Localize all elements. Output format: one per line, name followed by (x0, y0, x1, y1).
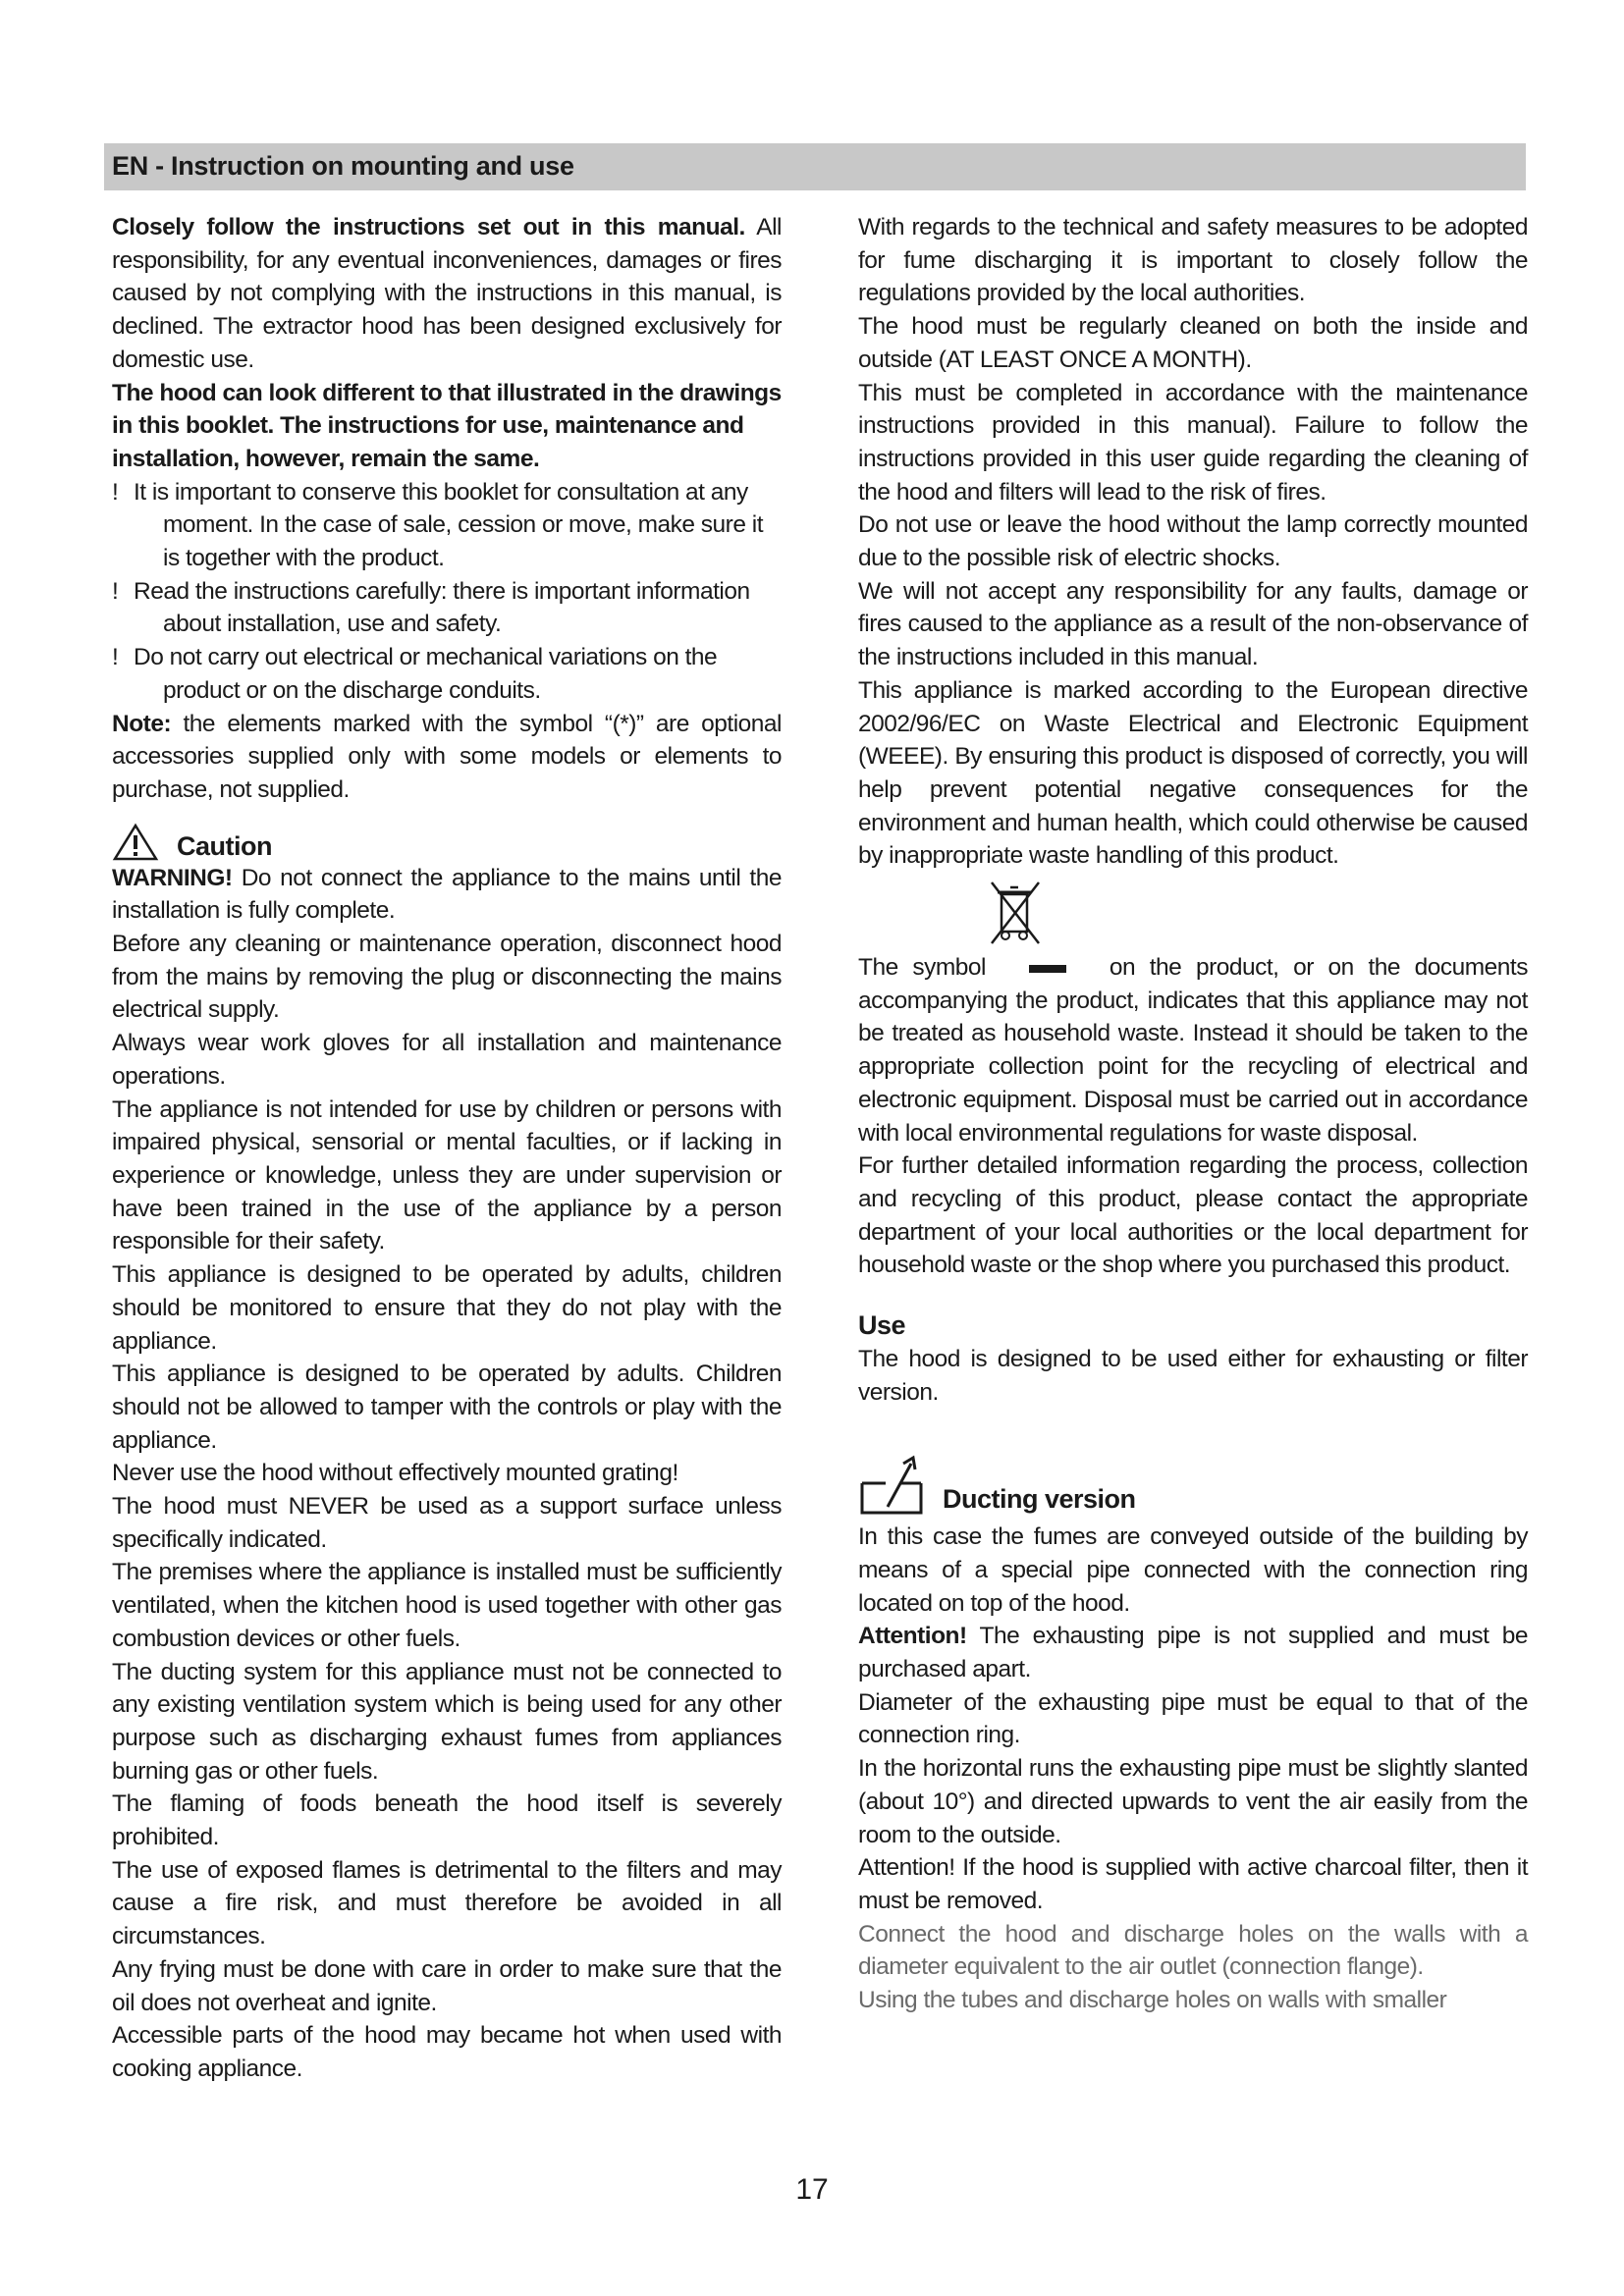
warning-paragraph: WARNING! Do not connect the appliance to the mains until the installation is fully complete. (112, 864, 782, 925)
note-label: Note: (112, 710, 172, 737)
intro-bold: Closely follow the instructions set out in this manual. (112, 214, 745, 240)
caution-paragraph: The use of exposed flames is detrimental to the filters and may cause a fire risk, and must therefore be avoided in all circumstances. (112, 1856, 782, 1950)
bullet-item: ! Do not carry out electrical or mechanical variations on the product or on the discharge conduits. (112, 644, 718, 704)
right-column (858, 211, 1528, 2017)
safety-paragraph: With regards to the technical and safety measures to be adopted for fume discharging it is important to closely follow the regulations provided by the local authorities. (858, 214, 1528, 307)
intro-paragraph (112, 211, 782, 377)
attention-paragraph: Attention! The exhausting pipe is not supplied and must be purchased apart. (858, 1623, 1528, 1683)
caution-paragraph: The flaming of foods beneath the hood itself is severely prohibited. (112, 1790, 782, 1851)
safety-paragraph: This must be completed in accordance with the maintenance instructions provided in this manual). Failure to follow the instructions provided in this user guide regarding the cleaning of the hood and filters will lead to the risk of fires. (858, 379, 1528, 506)
ducting-paragraph: Attention! If the hood is supplied with active charcoal filter, then it must be removed. (858, 1854, 1528, 1914)
section-header-bar (104, 143, 1526, 190)
weee-paragraph: This appliance is marked according to the European directive 2002/96/EC on Waste Electrical and Electronic Equipment (WEEE). By ensuring this product is disposed of correctly, you will help prevent potential negative consequences for the environment and human health, which could otherwise be caused by inappropriate waste handling of this product. (858, 676, 1528, 870)
gray-paragraph: Connect the hood and discharge holes on the walls with a diameter equivalent to the air outlet (connection flange). (858, 1920, 1528, 1981)
attention-label: Attention! (858, 1623, 967, 1650)
caution-heading (112, 827, 782, 862)
further-info-paragraph: For further detailed information regarding the process, collection and recycling of this product, please contact the appropriate department of your local authorities or the local department for household waste or the shop where you purchased this product. (858, 1152, 1528, 1279)
warning-triangle-icon (112, 823, 159, 862)
caution-paragraph: Accessible parts of the hood may became hot when used with cooking appliance. (112, 2022, 782, 2082)
page-number: 17 (795, 2173, 829, 2206)
warning-label: WARNING! (112, 864, 233, 891)
symbol-paragraph: The symbol on the product, or on the documents accompanying the product, indicates that this appliance may not be treated as household waste. Instead it should be taken to the appropriate collection point for the recycling of electrical and electronic equipment. Disposal must be carried out in accordance with local environmental regulations for waste disposal. (858, 954, 1528, 1147)
caution-paragraph: The hood must NEVER be used as a support surface unless specifically indicated. (112, 1493, 782, 1553)
ducting-title: Ducting version (943, 1484, 1136, 1515)
caution-paragraph: This appliance is designed to be operated by adults, children should be monitored to ensure that they do not play with the appliance. (112, 1261, 782, 1355)
ducting-house-icon (858, 1454, 925, 1517)
intro-rest: All responsibility, for any eventual inconveniences, damages or fires caused by not complying with the instructions in this manual, is declined. The extractor hood has been designed exclusively for domestic use. (112, 214, 782, 373)
note-paragraph: Note: the elements marked with the symbol “(*)” are optional accessories supplied only with some models or elements to purchase, not supplied. (112, 710, 782, 803)
caution-paragraph: Before any cleaning or maintenance operation, disconnect hood from the mains by removing the plug or disconnecting the mains electrical supply. (112, 931, 782, 1024)
safety-paragraph: Do not use or leave the hood without the lamp correctly mounted due to the possible risk of electric shocks. (858, 511, 1528, 572)
caution-paragraph: Always wear work gloves for all installation and maintenance operations. (112, 1030, 782, 1090)
notice-paragraph: The hood can look different to that illustrated in the drawings in this booklet. The instructions for use, maintenance and installation, however, remain the same. (112, 379, 782, 472)
gray-paragraph: Using the tubes and discharge holes on walls with smaller (858, 1987, 1447, 2014)
caution-paragraph: The premises where the appliance is installed must be sufficiently ventilated, when the kitchen hood is used together with other gas combustion devices or other fuels. (112, 1559, 782, 1652)
bullet-item: ! It is important to conserve this booklet for consultation at any moment. In the case of sale, cession or move, make sure it is together with the product. (112, 478, 764, 572)
caution-title: Caution (177, 830, 272, 861)
ducting-paragraph: In this case the fumes are conveyed outside of the building by means of a special pipe connected with the connection ring located on top of the hood. (858, 1523, 1528, 1617)
crossed-bin-icon (986, 879, 1045, 947)
left-column (112, 211, 782, 2086)
use-title: Use (858, 1310, 906, 1341)
ducting-paragraph: In the horizontal runs the exhausting pipe must be slightly slanted (about 10°) and directed upwards to vent the air easily from the room to the outside. (858, 1755, 1528, 1848)
caution-paragraph: Any frying must be done with care in order to make sure that the oil does not overheat and ignite. (112, 1955, 782, 2016)
weee-bin-figure (858, 873, 1528, 951)
caution-paragraph: The ducting system for this appliance must not be connected to any existing ventilation system which is being used for any other purpose such as discharging exhaust fumes from appliances burning gas or other fuels. (112, 1658, 782, 1785)
weee-bar-icon (1029, 965, 1066, 973)
use-paragraph: The hood is designed to be used either for exhausting or filter version. (858, 1345, 1528, 1406)
bullet-item: ! Read the instructions carefully: there is important information about installation, use and safety. (112, 577, 750, 638)
section-title: EN - Instruction on mounting and use (112, 151, 574, 181)
ducting-heading (858, 1462, 1528, 1521)
caution-paragraph: Never use the hood without effectively mounted grating! (112, 1460, 678, 1487)
caution-paragraph: This appliance is designed to be operated by adults. Children should not be allowed to tamper with the controls or play with the appliance. (112, 1361, 782, 1454)
safety-paragraph: We will not accept any responsibility for any faults, damage or fires caused to the appliance as a result of the non-observance of the instructions included in this manual. (858, 577, 1528, 671)
safety-paragraph: The hood must be regularly cleaned on both the inside and outside (AT LEAST ONCE A MONTH). (858, 313, 1528, 373)
caution-paragraph: The appliance is not intended for use by children or persons with impaired physical, sensorial or mental faculties, or if lacking in experience or knowledge, unless they are under supervision or have been trained in the use of the appliance by a person responsible for their safety. (112, 1095, 782, 1255)
ducting-paragraph: Diameter of the exhausting pipe must be equal to that of the connection ring. (858, 1688, 1528, 1749)
